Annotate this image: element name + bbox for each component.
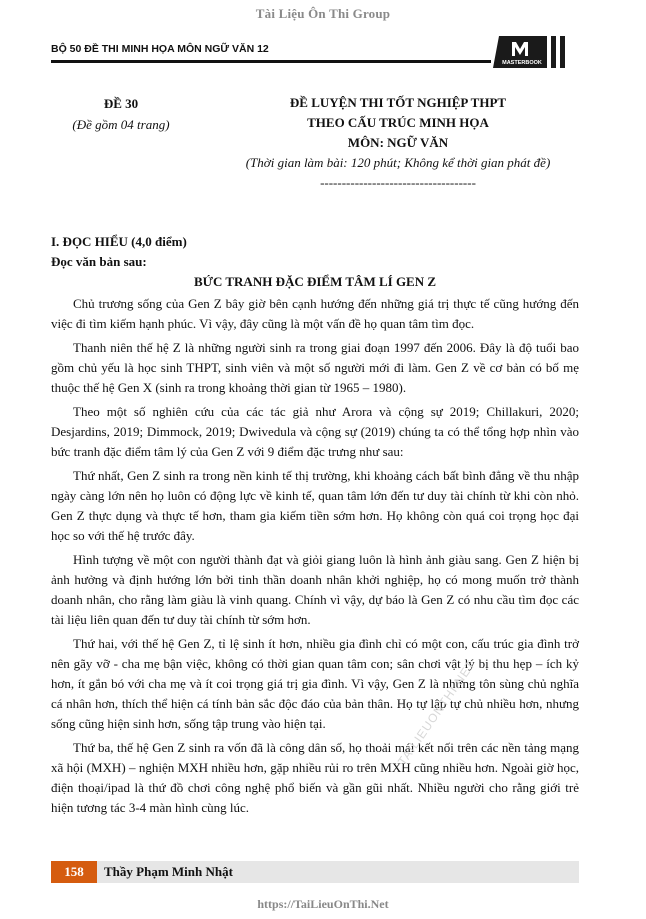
paragraph: Theo một số nghiên cứu của các tác giả như Arora và cộng sự 2019; Chillakuri, 2020; Desjardins, 2019; Dimmock, 2019; Dwivedula và cộng sự (2019) chúng ta có thể tổng hợp nhìn vào bức tranh đặc điểm tâm lý của Gen Z với 9 điểm đặc trưng như sau: <box>51 404 579 459</box>
author-name: Thầy Phạm Minh Nhật <box>104 864 233 879</box>
paragraph: Hình tượng về một con người thành đạt và giỏi giang luôn là hình ảnh giàu sang. Gen Z hiện bị ảnh hưởng và định hướng lớn bởi tinh thần doanh nhân khởi nghiệp, họ có mong muốn trở thành doanh nhân, cho rằng làm giàu là vinh quang. Chính vì vậy, dự báo là Gen Z có nhu cầu tìm đọc các tài liệu liên quan đến tư duy tài chính từ sớm hơn. <box>51 552 579 627</box>
watermark: TAILIEUONTHI.NET <box>395 657 479 769</box>
exam-meta <box>51 93 191 135</box>
paragraph: Thanh niên thế hệ Z là những người sinh ra trong giai đoạn 1997 đến 2006. Đây là độ tuổi bao gồm chủ yếu là học sinh THPT, sinh viên và một số người mới đi làm. Gen Z về cơ bản có bố mẹ thuộc thế hệ Gen X (sinh ra trong khoảng thời gian từ 1965 – 1980). <box>51 340 579 395</box>
logo-text: MASTERBOOK <box>502 60 542 66</box>
page-number: 158 <box>51 861 97 883</box>
exam-title-line1: ĐỀ LUYỆN THI TỐT NGHIỆP THPT <box>289 95 507 110</box>
masterbook-logo <box>493 36 579 68</box>
book-series-title: BỘ 50 ĐỀ THI MINH HỌA MÔN NGỮ VĂN 12 <box>51 43 269 55</box>
exam-title-line2: THEO CẤU TRÚC MINH HỌA <box>307 115 489 130</box>
exam-heading <box>204 93 592 193</box>
site-header-title: Tài Liệu Ôn Thi Group <box>255 6 391 21</box>
footer-url: https://TaiLieuOnThi.Net <box>257 897 389 911</box>
exam-subject: MÔN: NGỮ VĂN <box>347 135 449 150</box>
paragraph: Thứ hai, với thế hệ Gen Z, tỉ lệ sinh ít hơn, nhiều gia đình chỉ có một con, cấu trúc gia đình trở nên gãy vỡ - cha mẹ bận việc, không có thời gian quan tâm con; sân chơi vật lý bị thu hẹp – ích kỷ hơn, ít gắn bó với cha mẹ và ít coi trọng giá trị gia đình. Vì vậy, Gen Z là những tôn sùng chủ nghĩa cá nhân hơn, thích thể hiện cá tính bản sắc độc đáo của bản thân. Họ tự lập tự chủ nhiều hơn, nhưng sống cũng hiện sinh hơn, sống tập trung vào hiện tại. <box>51 636 579 731</box>
reading-section <box>51 232 579 822</box>
paragraph: Chủ trương sống của Gen Z bây giờ bên cạnh hướng đến những giá trị thực tế cũng hướng đến việc đi tìm kiếm hạnh phúc. Vì vậy, đây cũng là một vấn đề họ quan tâm tìm đọc. <box>51 296 579 331</box>
time-note: (Thời gian làm bài: 120 phút; Không kể thời gian phát đề) <box>245 155 551 170</box>
heading-rule: ------------------------------------ <box>320 175 476 190</box>
instruction: Đọc văn bản sau: <box>51 254 147 269</box>
paragraph: Thứ ba, thế hệ Gen Z sinh ra vốn đã là công dân số, họ thoải mái kết nối trên các nền tảng mạng xã hội (MXH) – nghiện MXH nhiều hơn, gặp nhiều rủi ro trên MXH cũng nhiều hơn. Ngoài giờ học, điện thoại/ipad là thứ đồ chơi công nghệ phổ biến và gần gũi nhất. Nhiều người cho rằng giới trẻ hiện tương tác 3-4 màn hình cùng lúc. <box>51 740 579 815</box>
page-count-note: (Đề gồm 04 trang) <box>72 117 170 132</box>
article-title: BỨC TRANH ĐẶC ĐIỂM TÂM LÍ GEN Z <box>193 274 437 289</box>
header-rule <box>51 60 491 63</box>
section-title: I. ĐỌC HIỂU (4,0 điểm) <box>51 234 187 249</box>
paragraph: Thứ nhất, Gen Z sinh ra trong nền kinh tế thị trường, khi khoảng cách bất bình đẳng về thu nhập ngày càng lớn nên họ luôn có động lực về kinh tế, quan tâm lớn đến tư duy tài chính từ khi còn nhỏ. Gen Z thực dụng và thực tế hơn, tham gia kiếm tiền sớm hơn. Họ không còn quá coi trọng học đại học so với thế hệ trước đây. <box>51 468 579 543</box>
exam-number: ĐỀ 30 <box>103 96 139 111</box>
